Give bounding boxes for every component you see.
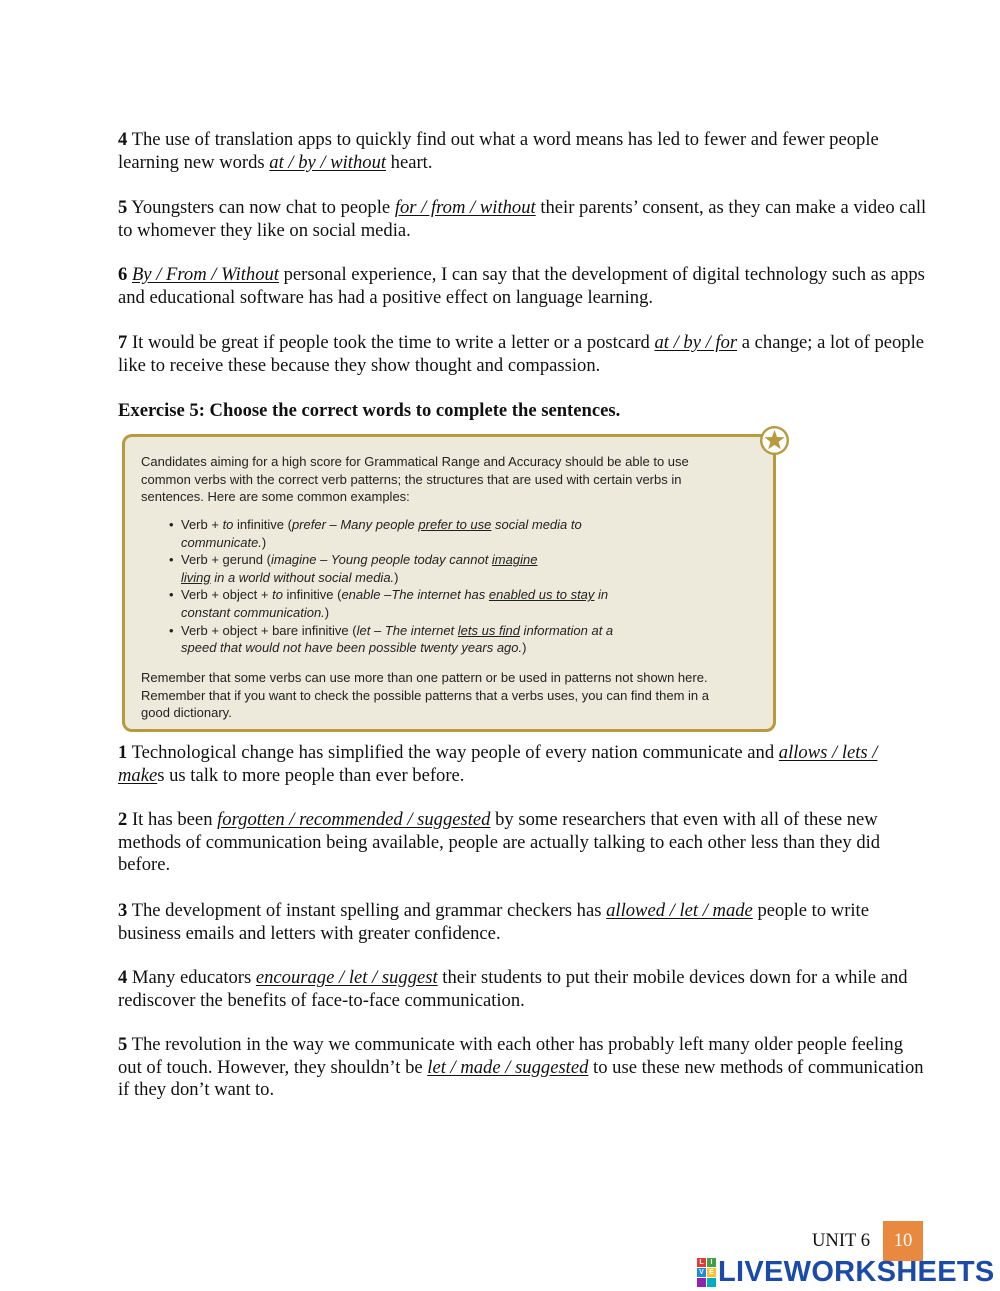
pattern-text: )	[324, 604, 330, 620]
ex4-item-6: 6 By / From / Without personal experience, I can say that the development of digital technology such as apps and educational software has had a positive effect on language learning.	[118, 264, 925, 308]
pattern-text: enabled us to stay	[488, 587, 595, 603]
ex4-item-5: 5 Youngsters can now chat to people for / from / without their parents’ consent, as they can make a video call to whomever they like on social media.	[118, 197, 927, 241]
ex5-item-4: 4 Many educators encourage / let / suggest their students to put their mobile devices down for a while and rediscover the benefits of face-to-face communication.	[118, 967, 908, 1011]
pattern-text: imagine – Young people today cannot	[270, 552, 492, 568]
tip-outro: Remember that some verbs can use more than one pattern or be used in patterns not shown here. Remember that if you want to check the possible patterns that a verbs uses, you can find them in a good dictionary.	[141, 670, 709, 721]
pattern-text: infinitive (	[282, 587, 342, 603]
tip-intro: Candidates aiming for a high score for Grammatical Range and Accuracy should be able to use common verbs with the correct verb patterns; the structures that are used with certain verbs in sentences. Here are some common examples:	[141, 454, 689, 505]
ex4-item-4: 4 The use of translation apps to quickly find out what a word means has led to fewer and fewer people learning new words at / by / without heart.	[118, 129, 879, 173]
logo-text: LIVEWORKSHEETS	[718, 1255, 995, 1288]
ex4-item-7: 7 It would be great if people took the time to write a letter or a postcard at / by / for a change; a lot of people like to receive these because they show thought and compassion.	[118, 332, 925, 376]
grammar-tip-box	[122, 434, 776, 732]
pattern-text: information at a	[519, 622, 614, 638]
page-number-badge: 10	[883, 1221, 923, 1261]
pattern-text: infinitive (	[233, 517, 292, 532]
ex5-item-2: 2 It has been forgotten / recommended / suggested by some researchers that even with all of these new methods of communication being available, people are actually talking to each other less than they did before.	[118, 809, 881, 876]
verb-pattern-list	[169, 516, 649, 657]
pattern-text: )	[261, 534, 267, 550]
logo-block: E	[707, 1268, 716, 1277]
ex5-item-5: 5 The revolution in the way we communicate with each other has probably left many older people feeling out of touch. However, they shouldn’t be let / made / suggested to use these new methods of communication if they don’t want to.	[118, 1034, 924, 1101]
pattern-text: in	[594, 587, 609, 603]
bullet-icon: •	[169, 587, 174, 603]
pattern-text: imagine	[491, 552, 538, 568]
star-icon	[759, 425, 790, 456]
ex5-item-3: 3 The development of instant spelling and grammar checkers has allowed / let / made people to write business emails and letters with greater confidence.	[118, 900, 869, 944]
verb-pattern-item	[169, 551, 649, 586]
pattern-text: lets us find	[457, 622, 520, 638]
logo-block: L	[697, 1258, 706, 1267]
bullet-icon: •	[169, 552, 174, 568]
logo-block	[697, 1278, 706, 1287]
choice-options[interactable]: for / from / without	[394, 197, 536, 218]
verb-pattern-item	[169, 586, 649, 621]
pattern-text: communicate.	[181, 534, 262, 550]
pattern-text: enable –The internet has	[341, 587, 489, 603]
logo-block: I	[707, 1258, 716, 1267]
pattern-text: living	[181, 569, 211, 585]
verb-pattern-item	[169, 516, 649, 551]
pattern-text: let – The internet	[356, 622, 458, 638]
unit-label: UNIT 6	[812, 1230, 871, 1251]
pattern-text: Verb +	[181, 517, 223, 532]
pattern-text: )	[522, 640, 527, 656]
choice-options[interactable]: forgotten / recommended / suggested	[217, 809, 491, 830]
bullet-icon: •	[169, 622, 174, 638]
choice-options[interactable]: allowed / let / made	[606, 900, 753, 921]
pattern-text: in a world without social media.	[210, 569, 395, 585]
pattern-text: )	[394, 569, 399, 585]
choice-options[interactable]: encourage / let / suggest	[255, 967, 438, 988]
pattern-text: speed that would not have been possible twenty years ago.	[181, 640, 523, 656]
pattern-text: prefer to use	[418, 517, 492, 532]
bullet-icon: •	[169, 517, 174, 532]
choice-options[interactable]: at / by / without	[269, 151, 387, 173]
choice-options[interactable]: at / by / for	[654, 332, 738, 353]
pattern-text: Verb + object + bare infinitive (	[181, 622, 357, 638]
pattern-text: social media to	[491, 517, 582, 532]
pattern-text: to	[272, 587, 283, 603]
pattern-text: prefer – Many people	[291, 517, 419, 532]
verb-pattern-item	[169, 622, 649, 657]
pattern-text: Verb + gerund (	[181, 552, 271, 568]
pattern-text: to	[222, 517, 234, 532]
liveworksheets-logo	[697, 1257, 995, 1287]
pattern-text: Verb + object +	[181, 587, 273, 603]
exercise-5-heading: Exercise 5: Choose the correct words to complete the sentences.	[118, 400, 621, 421]
ex5-item-1: 1 Technological change has simplified the way people of every nation communicate and allows / lets / makes us talk to more people than ever before.	[118, 742, 878, 786]
pattern-text: constant communication.	[181, 604, 325, 620]
logo-blocks-icon	[697, 1258, 716, 1287]
choice-options[interactable]: By / From / Without	[131, 264, 279, 285]
choice-options[interactable]: let / made / suggested	[427, 1056, 589, 1078]
logo-block	[707, 1278, 716, 1287]
logo-block: V	[697, 1268, 706, 1277]
choice-options[interactable]: allows / lets / make	[118, 742, 878, 786]
